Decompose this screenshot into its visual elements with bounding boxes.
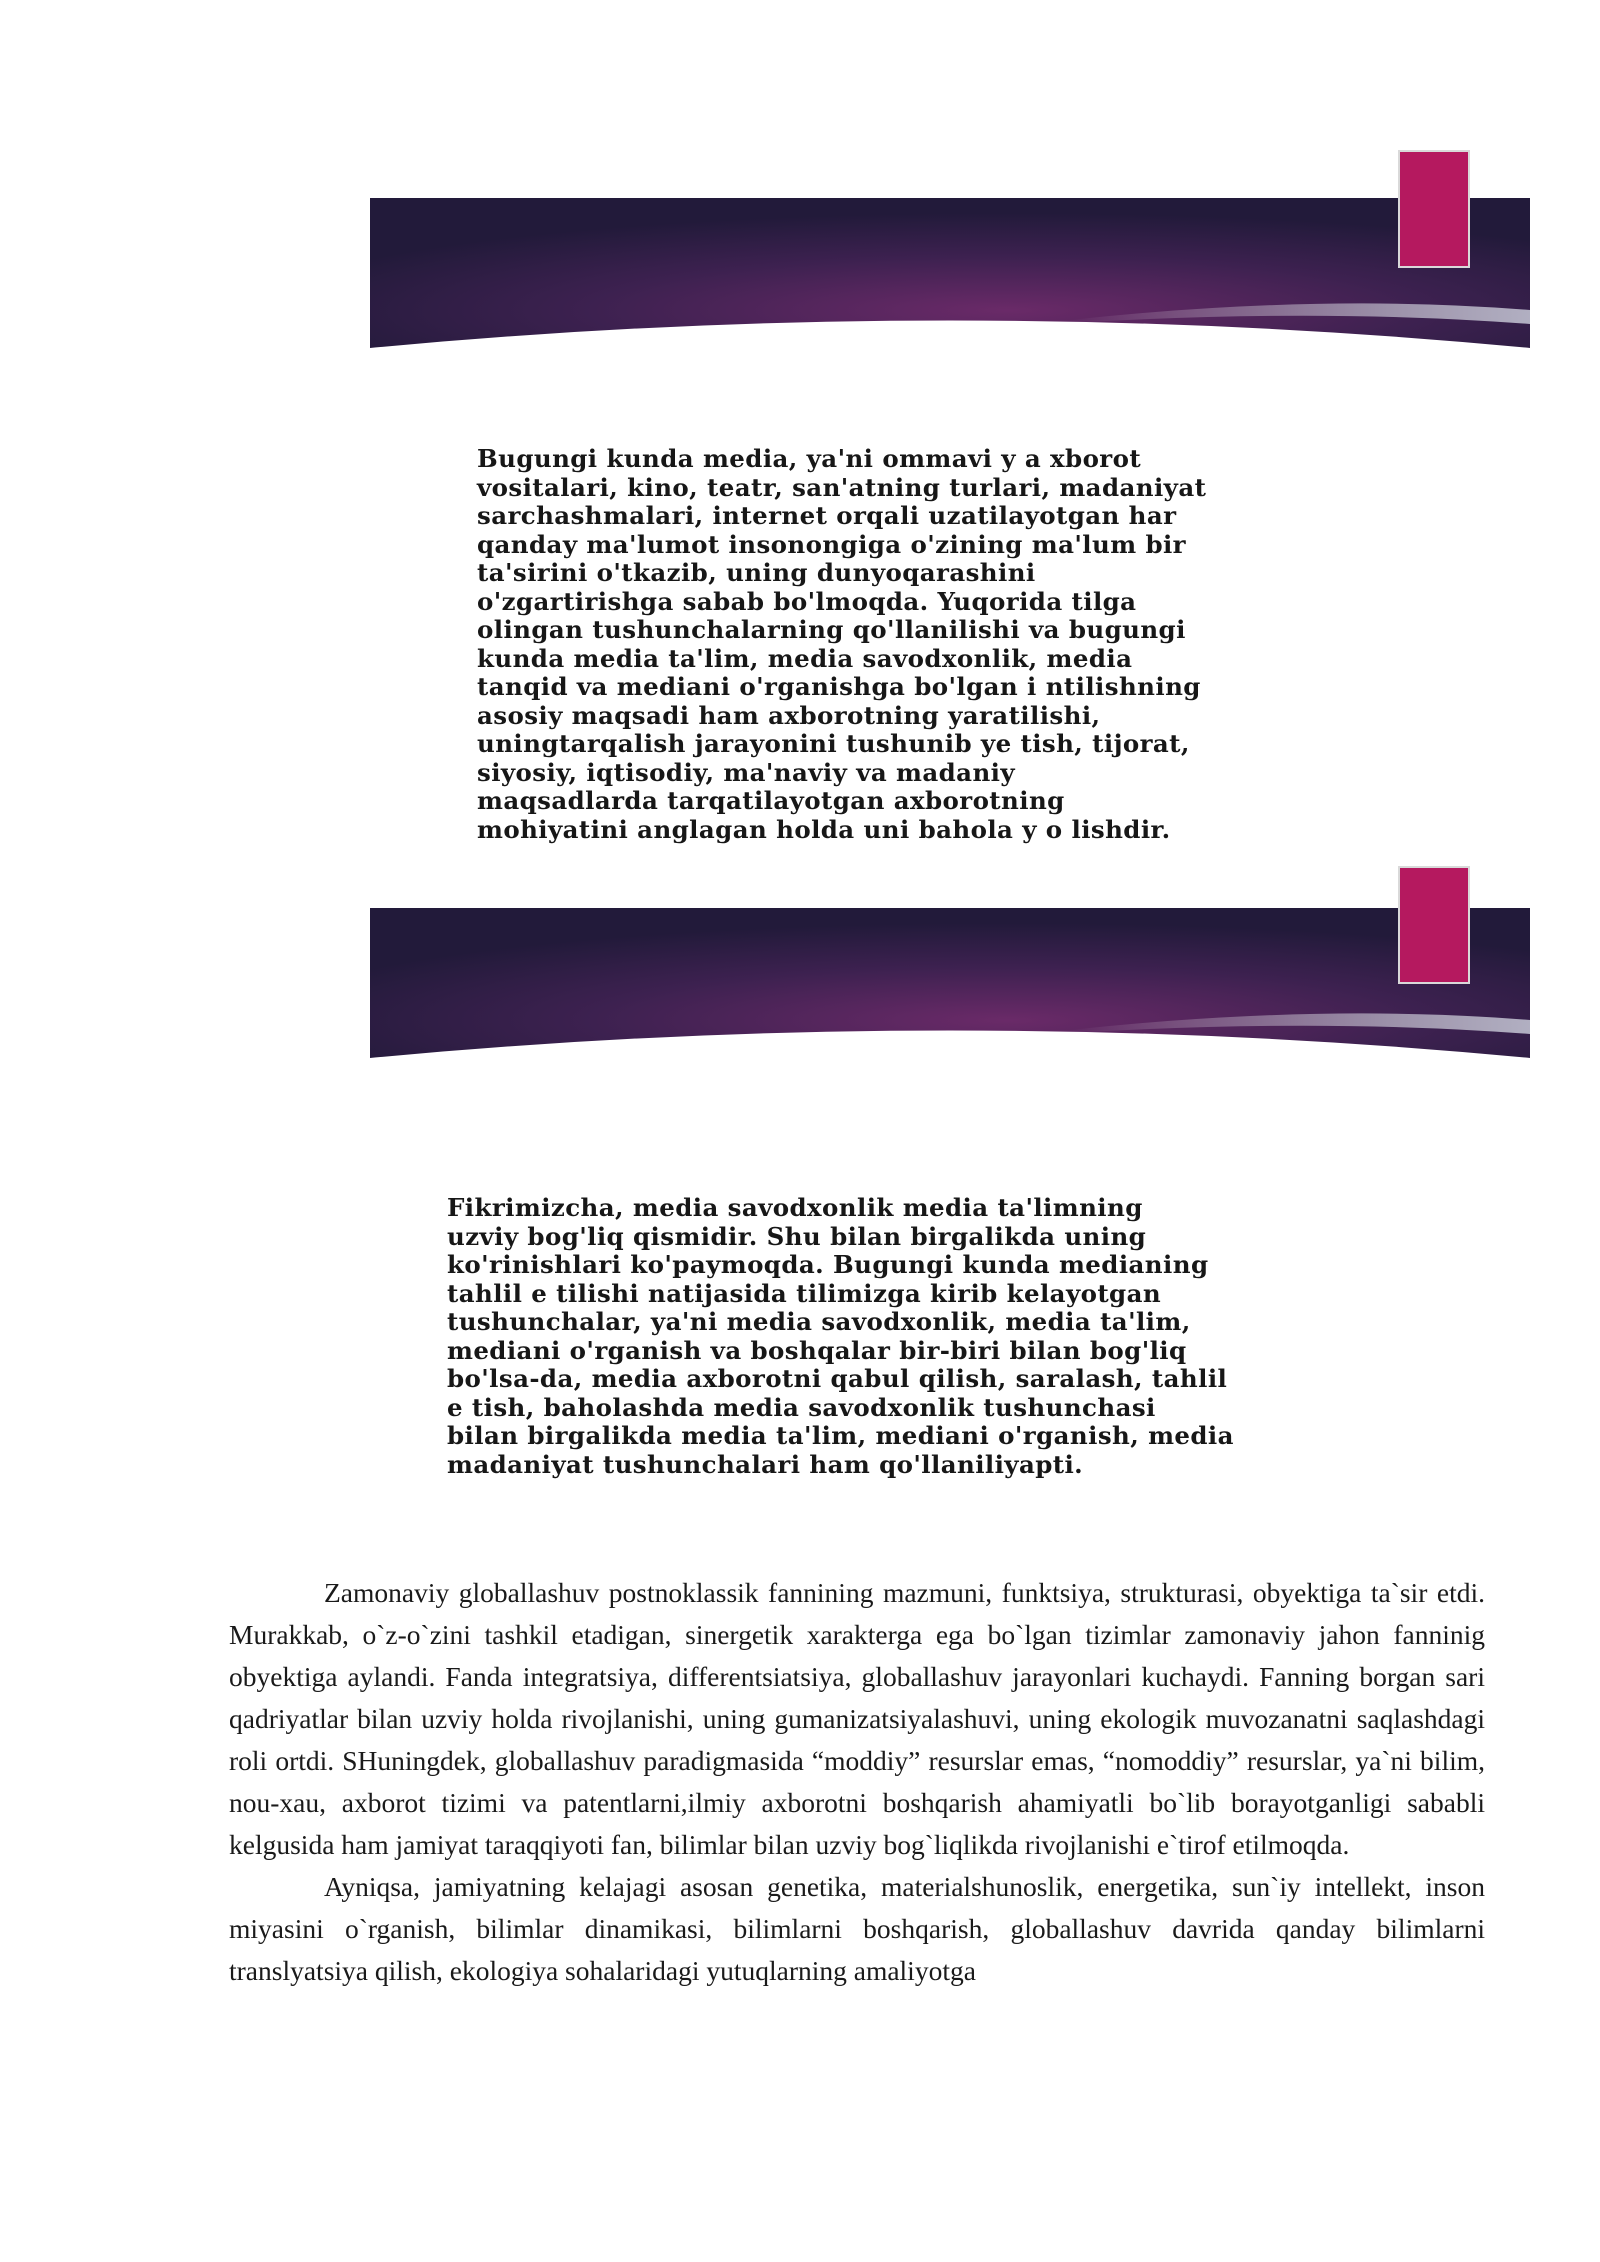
- paragraph: Zamonaviy globallashuv postnoklassik fannining mazmuni, funktsiya, strukturasi, obyektiga ta`sir etdi. Murakkab, o`z-o`zini tashkil etadigan, sinergetik xarakterga ega bo`lgan tizimlar zamonaviy jahon fanninig obyektiga aylandi. Fanda integratsiya, differentsiatsiya, globallashuv jarayonlari kuchaydi. Fanning borgan sari qadriyatlar bilan uzviy holda rivojlanishi, uning gumanizatsiyalashuvi, uning ekologik muvozanatni saqlashdagi roli ortdi. SHuningdek, globallashuv paradigmasida “moddiy” resurslar emas, “nomoddiy” resurslar, ya`ni bilim, nou-xau, axborot tizimi va patentlarni,ilmiy axborotni boshqarish ahamiyatli bo`lib borayotganligi sababli kelgusida ham jamiyat taraqqiyoti fan, bilimlar bilan uzviy bog`liqlikda rivojlanishi e`tirof etilmoqda.: [229, 1577, 1485, 1860]
- paragraph: Ayniqsa, jamiyatning kelajagi asosan genetika, materialshunoslik, energetika, sun`iy intellekt, inson miyasini o`rganish, bilimlar dinamikasi, bilimlarni boshqarish, globallashuv davrida qanday bilimlarni translyatsiya qilish, ekologiya sohalaridagi yutuqlarning amaliyotga: [229, 1871, 1485, 1986]
- slide-image-1: [370, 150, 1530, 850]
- accent-tab: [1398, 150, 1470, 268]
- slide-text: Fikrimizcha, media savodxonlik media ta'limning uzviy bog'liq qismidir. Shu bilan birgalikda uning ko'rinishlari ko'paymoqda. Bugungi kunda medianing tahlil e tilishi natijasida tilimizga kirib kelayotgan tushunchalar, ya'ni media savodxonlik, media ta'lim, mediani o'rganish va boshqalar bir-biri bilan bog'liq bo'lsa-da, media axborotni qabul qilish, saralash, tahlil e tish, baholashda media savodxonlik tushunchasi bilan birgalikda media ta'lim, mediani o'rganish, media madaniyat tushunchalari ham qo'llaniliyapti.: [447, 1193, 1234, 1479]
- slide-text: Bugungi kunda media, ya'ni ommavi y a xborot vositalari, kino, teatr, san'atning turlari, madaniyat sarchashmalari, internet orqali uzatilayotgan har qanday ma'lumot insonongiga o'zining ma'lum bir ta'sirini o'tkazib, uning dunyoqarashini o'zgartirishga sabab bo'lmoqda. Yuqorida tilga olingan tushunchalarning qo'llanilishi va bugungi kunda media ta'lim, media savodxonlik, media tanqid va mediani o'rganishga bo'lgan i ntilishning asosiy maqsadi ham axborotning yaratilishi, uningtarqalish jarayonini tushunib ye tish, tijorat, siyosiy, iqtisodiy, ma'naviy va madaniy maqsadlarda tarqatilayotgan axborotning mohiyatini anglagan holda uni bahola y o lishdir.: [477, 444, 1207, 844]
- accent-tab: [1398, 866, 1470, 984]
- body-text: [229, 1572, 1485, 1992]
- slide-banner: [370, 198, 1530, 358]
- slide-banner: [370, 908, 1530, 1068]
- slide-image-2: [370, 860, 1530, 1500]
